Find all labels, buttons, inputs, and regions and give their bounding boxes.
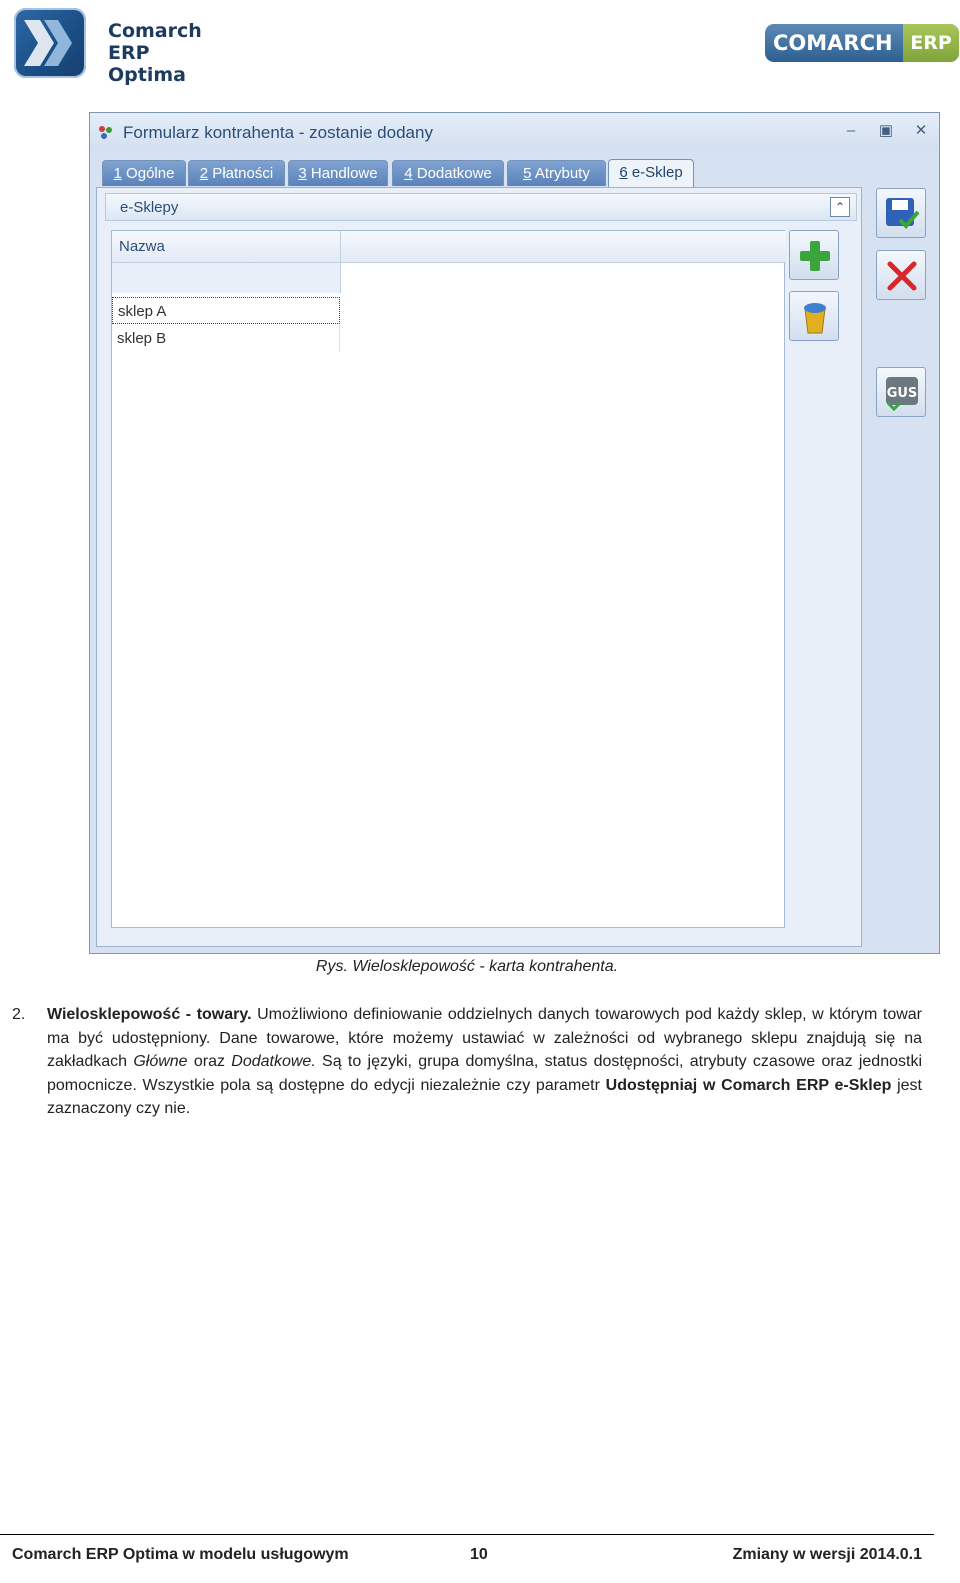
paragraph-text-3: Są to języki, grupa domyślna, status dostępności, atrybuty czasowe oraz jednostki pomocnicze. Wszystkie pola są dostępne do edycji niezależnie czy parametr [47, 1053, 922, 1094]
page-number: 10 [470, 1546, 488, 1563]
save-disk-icon [882, 194, 922, 234]
grid-cell: sklep A [118, 303, 167, 320]
grid-filter-row[interactable] [112, 263, 341, 293]
logo-line-2: Optima [108, 64, 186, 86]
minimize-icon[interactable]: – [846, 122, 856, 139]
save-button[interactable] [876, 188, 926, 238]
collapse-chevron-icon[interactable]: ⌃ [830, 197, 850, 217]
e-sklep-tab-panel [96, 187, 862, 947]
tab-name-glowne: Główne [133, 1053, 188, 1070]
paragraph-text-2: oraz [187, 1053, 232, 1070]
maximize-icon[interactable]: ▣ [878, 122, 894, 139]
window-titlebar [90, 113, 939, 151]
window-title: Formularz kontrahenta - zostanie dodany [123, 123, 433, 142]
paragraph-2 [12, 1003, 922, 1121]
tab-platnosci[interactable]: 2 Płatności [188, 160, 285, 186]
cancel-x-icon [882, 256, 922, 296]
contractor-form-window [89, 112, 940, 954]
brand-logo-suffix: ERP [903, 24, 959, 62]
gus-button[interactable] [876, 367, 926, 417]
column-header-label: Nazwa [119, 238, 165, 255]
paragraph-text-1: Umożliwiono definiowanie oddzielnych danych towarowych pod każdy sklep, w którym towar ma być udostępniony. Dane towarowe, które możemy ustawiać w zależności od wybranego sklepu znajdują się na zakładkach [47, 1006, 922, 1070]
grid-cell: sklep B [117, 330, 167, 347]
parameter-name: Udostępniaj w Comarch ERP e-Sklep [605, 1076, 892, 1094]
shops-grid [111, 230, 785, 928]
footer-right: Zmiany w wersji 2014.0.1 [732, 1546, 922, 1563]
close-icon[interactable]: ✕ [914, 122, 928, 139]
footer-divider [0, 1534, 934, 1535]
gus-icon [882, 373, 922, 413]
optima-emblem-icon [14, 8, 86, 78]
svg-text:GUS: GUS [886, 386, 918, 401]
cancel-button[interactable] [876, 250, 926, 300]
footer-left: Comarch ERP Optima w modelu usługowym [12, 1546, 349, 1563]
tab-dodatkowe[interactable]: 4 Dodatkowe [392, 160, 504, 186]
tab-name-dodatkowe: Dodatkowe. [231, 1053, 316, 1070]
paragraph-text [47, 1003, 922, 1121]
product-logo-text [108, 20, 244, 86]
add-button[interactable] [789, 230, 839, 280]
grid-header [112, 231, 786, 263]
brand-logo-text: COMARCH [773, 31, 893, 55]
comarch-optima-logo [14, 8, 244, 86]
plus-icon [795, 236, 835, 276]
grid-row[interactable] [112, 297, 340, 324]
trash-bin-icon [795, 297, 835, 337]
app-icon [98, 125, 114, 141]
grid-row[interactable] [112, 325, 340, 352]
logo-line-1: Comarch ERP [108, 20, 202, 64]
e-sklepy-group-header [105, 193, 857, 221]
paragraph-text-4: jest zaznaczony czy nie. [47, 1076, 922, 1117]
tab-e-sklep[interactable]: 6 e-Sklep [608, 159, 694, 187]
column-header-nazwa[interactable] [112, 231, 341, 262]
paragraph-bold-title: Wielosklepowość - towary. [47, 1006, 252, 1023]
figure-caption: Rys. Wielosklepowość - karta kontrahenta. [315, 958, 619, 975]
group-title: e-Sklepy [120, 199, 179, 216]
tab-atrybuty[interactable]: 5 Atrybuty [507, 160, 606, 186]
tab-ogolne[interactable]: 1 Ogólne [102, 160, 186, 186]
comarch-erp-logo [765, 24, 959, 62]
list-number: 2. [12, 1006, 26, 1023]
tab-handlowe[interactable]: 3 Handlowe [288, 160, 388, 186]
delete-button[interactable] [789, 291, 839, 341]
